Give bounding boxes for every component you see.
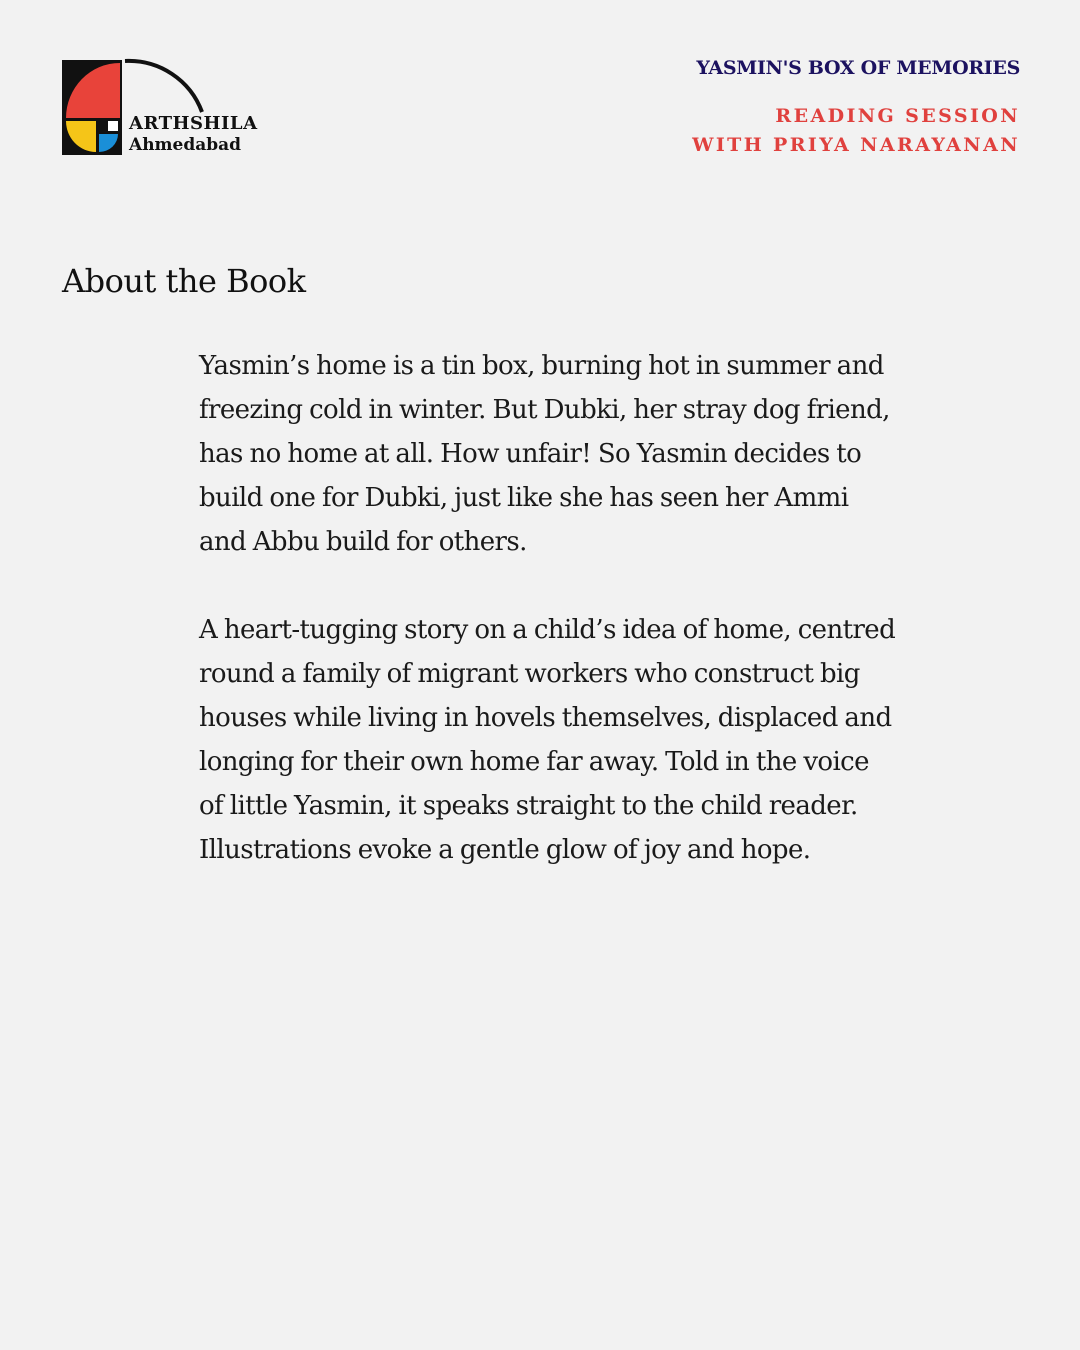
session-line-2: WITH PRIYA NARAYANAN <box>692 134 1020 156</box>
session-line-1: READING SESSION <box>775 105 1020 127</box>
arthshila-logo <box>62 58 262 158</box>
book-title: YASMIN'S BOX OF MEMORIES <box>696 57 1020 79</box>
description-paragraph-1: Yasmin’s home is a tin box, burning hot in summer and freezing cold in winter. But Dubki, her stray dog friend, has no home at all. How unfair! So Yasmin decides to build one for Dubki, just like she has seen her Ammi and Abbu build for others. <box>199 351 890 557</box>
description-paragraph-2: A heart-tugging story on a child’s idea of home, centred round a family of migrant workers who construct big houses while living in hovels themselves, displaced and longing for their own home far away. Told in the voice of little Yasmin, it speaks straight to the child reader. Illustrations evoke a gentle glow of joy and hope. <box>199 615 896 865</box>
event-header <box>692 56 1020 160</box>
section-heading: About the Book <box>62 262 306 300</box>
brand-city: Ahmedabad <box>129 135 242 155</box>
session-info <box>692 102 1020 160</box>
brand-name: ARTHSHILA <box>129 113 258 134</box>
book-description <box>199 344 899 916</box>
